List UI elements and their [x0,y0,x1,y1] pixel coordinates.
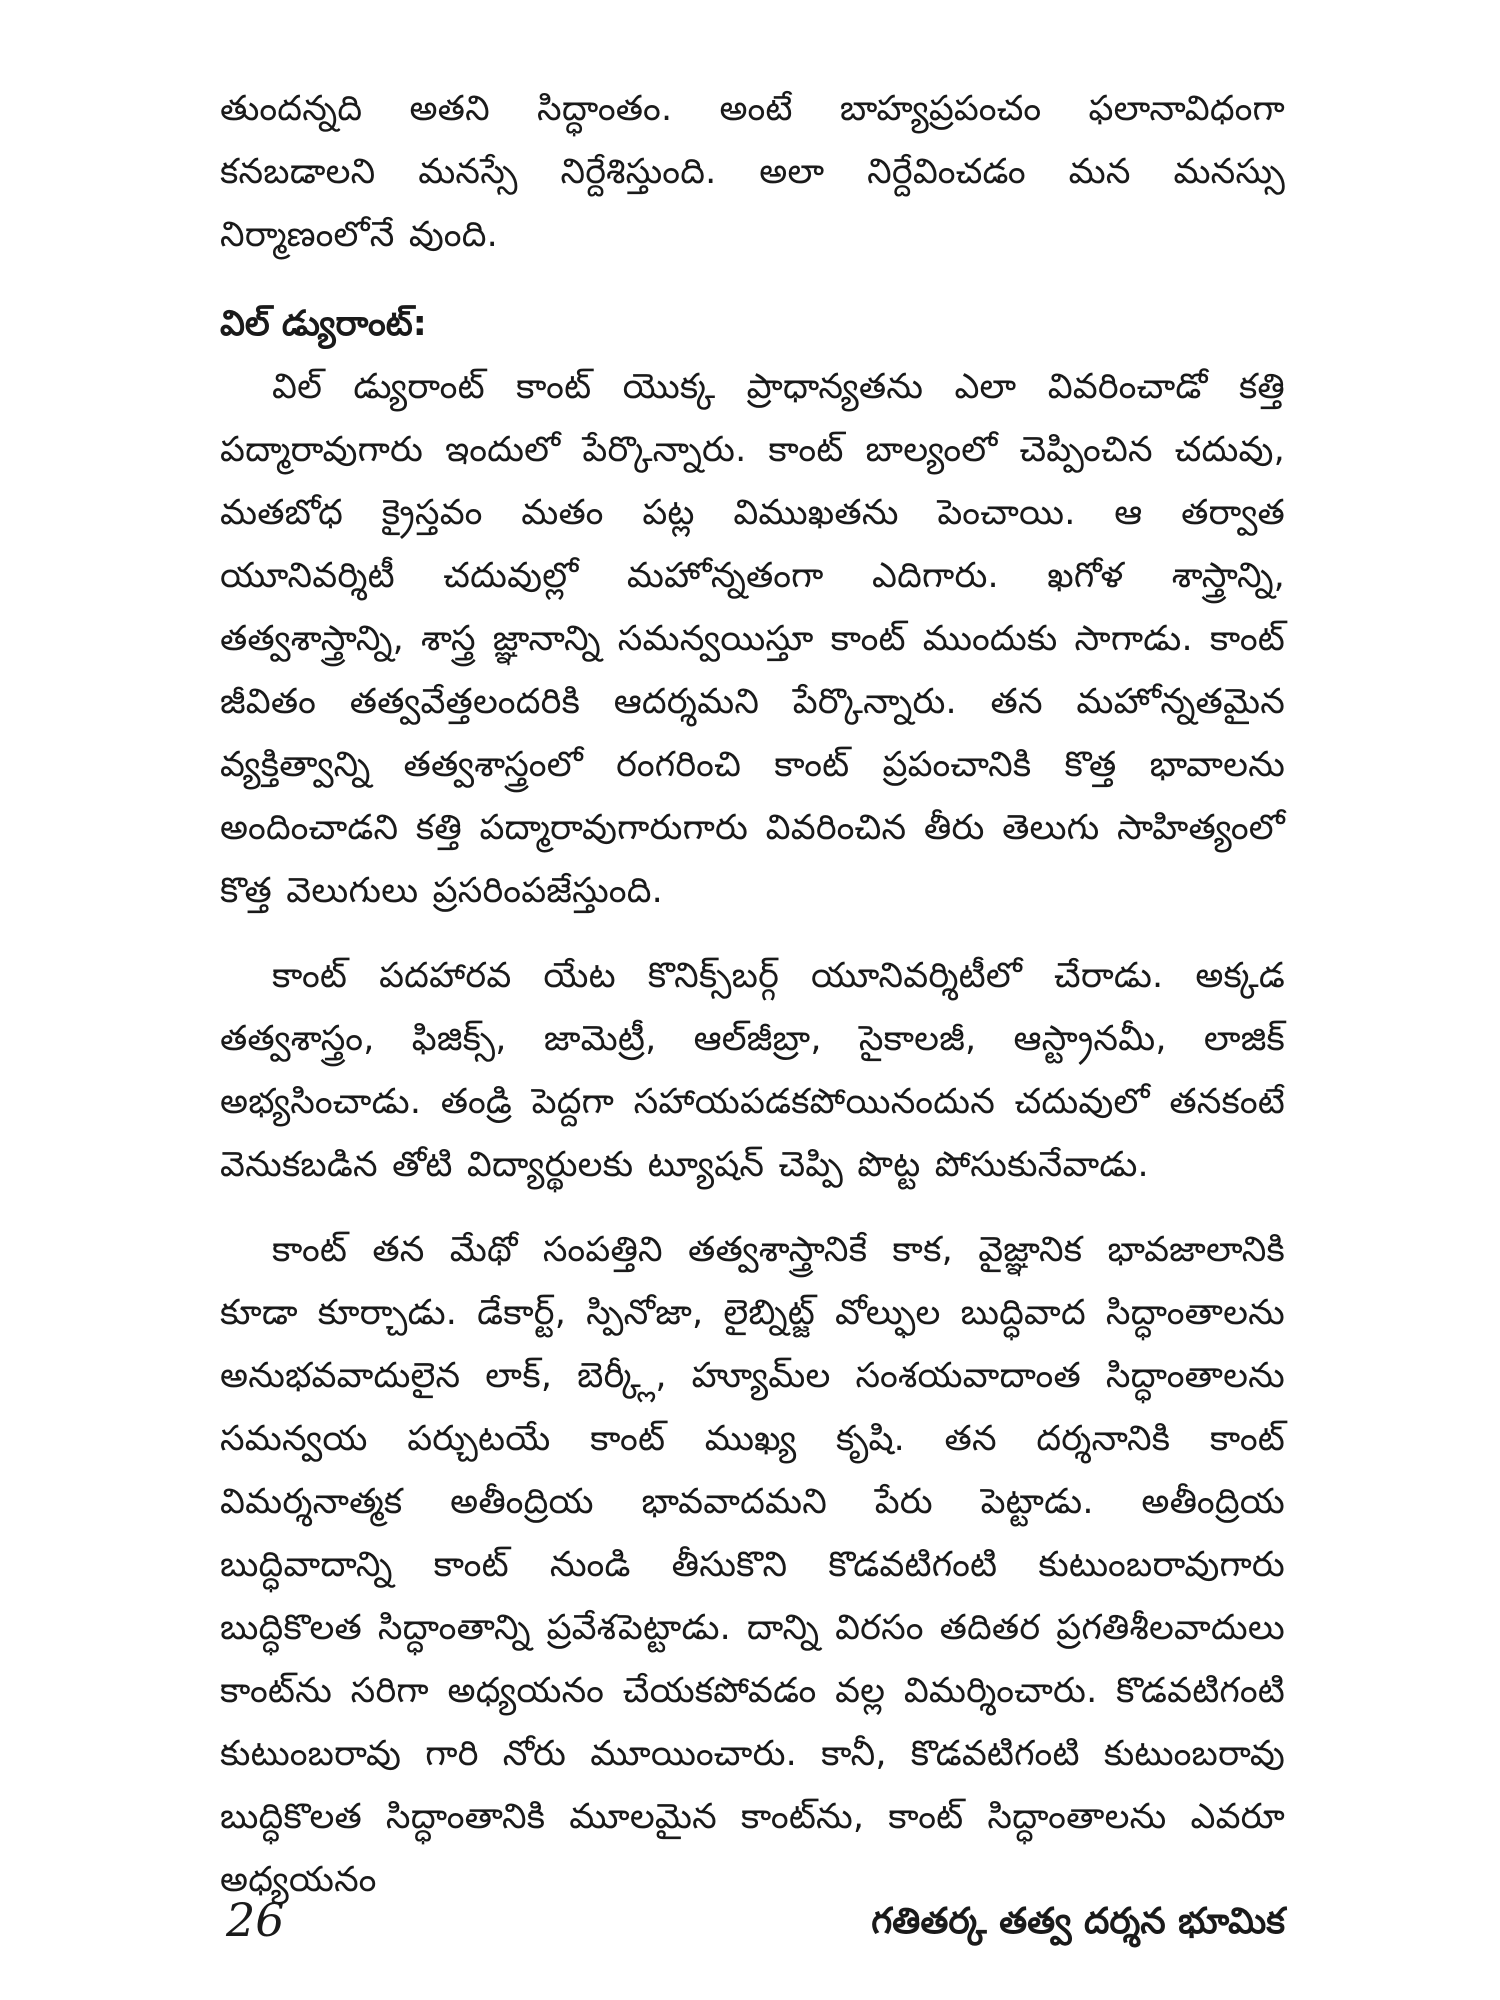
page-footer [220,1890,1285,1960]
paragraph-university: కాంట్ పదహారవ యేట కొనిక్స్‌బర్గ్ యూనివర్శిటీలో చేరాడు. అక్కడ తత్వశాస్త్రం, ఫిజిక్స్, జామెట్రీ, ఆల్‌జీబ్రా, సైకాలజీ, ఆస్ట్రానమీ, లాజిక్ అభ్యసించాడు. తండ్రి పెద్దగా సహాయపడకపోయినందున చదువులో తనకంటే వెనుకబడిన తోటి విద్యార్థులకు ట్యూషన్ చెప్పి పొట్ట పోసుకునేవాడు. [220,956,1285,1185]
paragraph-kant-philosophy: కాంట్ తన మేథో సంపత్తిని తత్వశాస్త్రానికే కాక, వైజ్ఞానిక భావజాలానికి కూడా కూర్చాడు. డేకార్ట్, స్పినోజా, లైబ్నిట్జ్ వోల్ఫుల బుద్ధివాద సిద్ధాంతాలను అనుభవవాదులైన లాక్, బెర్క్లీ, హ్యూమ్‌ల సంశయవాదాంత సిద్ధాంతాలను సమన్వయ పర్చుటయే కాంట్ ముఖ్య కృషి. తన దర్శనానికి కాంట్ విమర్శనాత్మక అతీంద్రియ భావవాదమని పేరు పెట్టాడు. అతీంద్రియ బుద్ధివాదాన్ని కాంట్ నుండి తీసుకొని కొడవటిగంటి కుటుంబరావుగారు బుద్ధికొలత సిద్ధాంతాన్ని ప్రవేశపెట్టాడు. దాన్ని విరసం తదితర ప్రగతిశీలవాదులు కాంట్‌ను సరిగా అధ్యయనం చేయకపోవడం వల్ల విమర్శించారు. కొడవటిగంటి కుటుంబరావు గారి నోరు మూయించారు. కానీ, కొడవటిగంటి కుటుంబరావు బుద్ధికొలత సిద్ధాంతానికి మూలమైన కాంట్‌ను, కాంట్ సిద్ధాంతాలను ఎవరూ అధ్యయనం [220,1230,1285,1900]
running-book-title: గతితర్క తత్వ దర్శన భూమిక [871,1901,1285,1942]
section-heading: విల్ డ్యురాంట్: [220,304,427,344]
paragraph-continuation: తుందన్నది అతని సిద్ధాంతం. అంటే బాహ్యప్రపంచం ఫలానావిధంగా కనబడాలని మనస్సే నిర్దేశిస్తుంది. అలా నిర్దేవించడం మన మనస్సు నిర్మాణంలోనే వుంది. [220,89,1285,255]
page-body [220,78,1285,1912]
paragraph-will-durant: విల్ డ్యురాంట్ కాంట్ యొక్క ప్రాధాన్యతను ఎలా వివరించాడో కత్తి పద్మారావుగారు ఇందులో పేర్కొన్నారు. కాంట్ బాల్యంలో చెప్పించిన చదువు, మతబోధ క్రైస్తవం మతం పట్ల విముఖతను పెంచాయి. ఆ తర్వాత యూనివర్శిటీ చదువుల్లో మహోన్నతంగా ఎదిగారు. ఖగోళ శాస్త్రాన్ని, తత్వశాస్త్రాన్ని, శాస్త్ర జ్ఞానాన్ని సమన్వయిస్తూ కాంట్ ముందుకు సాగాడు. కాంట్ జీవితం తత్వవేత్తలందరికి ఆదర్శమని పేర్కొన్నారు. తన మహోన్నతమైన వ్యక్తిత్వాన్ని తత్వశాస్త్రంలో రంగరించి కాంట్ ప్రపంచానికి కొత్త భావాలను అందించాడని కత్తి పద్మారావుగారుగారు వివరించిన తీరు తెలుగు సాహిత్యంలో కొత్త వెలుగులు ప్రసరింపజేస్తుంది. [220,367,1285,911]
page-number: 26 [226,1893,285,1947]
